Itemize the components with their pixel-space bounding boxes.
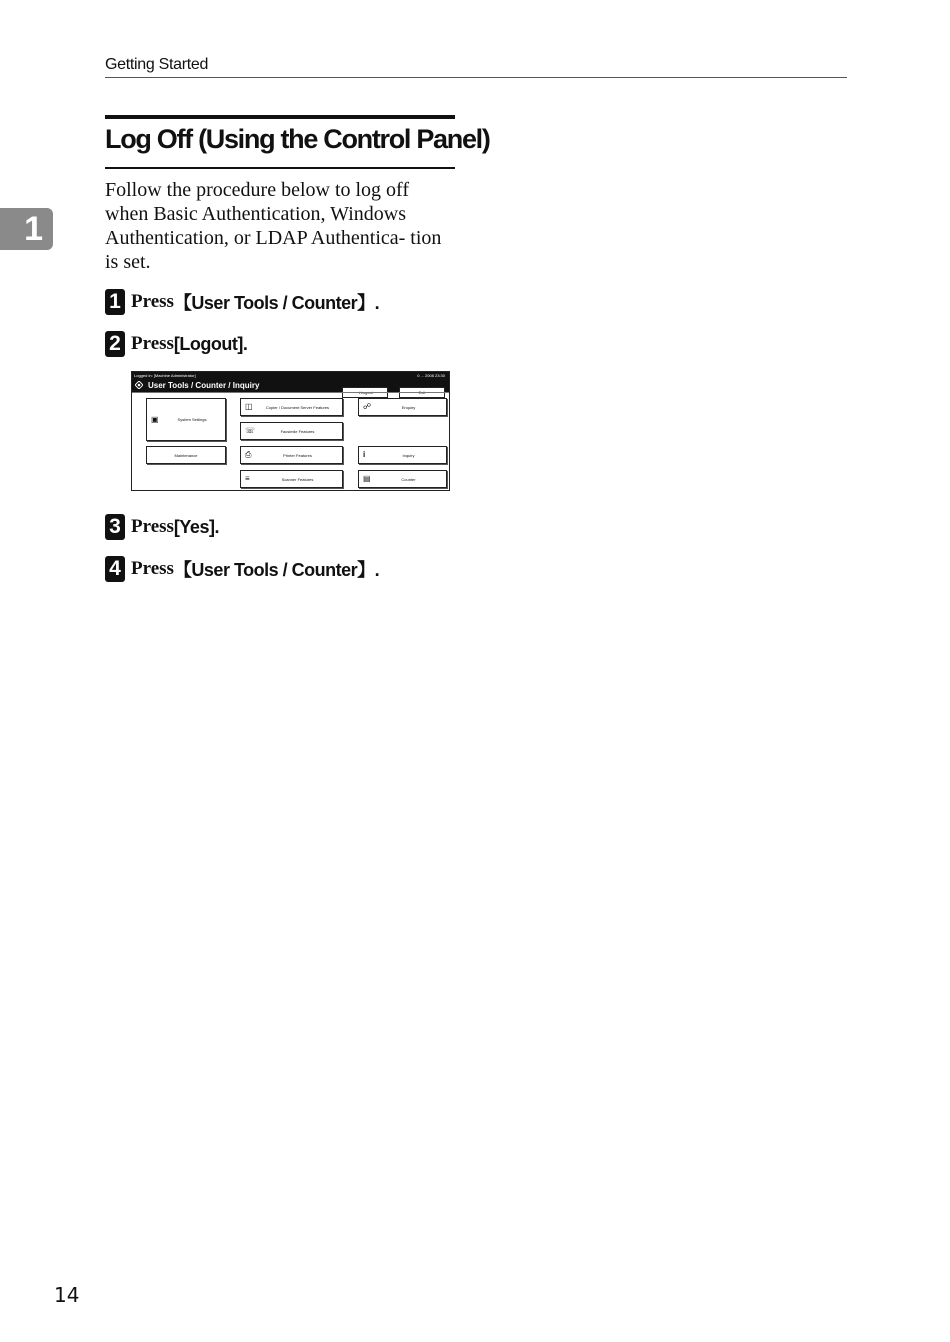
maintenance-button[interactable] [146,446,226,464]
step-verb: Press [131,516,174,537]
printer-features-label: Printer Features [283,452,312,458]
step-key: [Logout]. [173,333,248,354]
step-verb: Press [131,333,174,354]
logout-arrow-icon: ➜ [357,390,361,395]
maintenance-label: Maintenance [174,452,198,458]
inquiry-button[interactable] [358,446,447,464]
step-4 [105,556,379,582]
user-tools-icon [135,381,143,389]
step-marker: 2 [105,331,125,357]
screen-title: User Tools / Counter / Inquiry [148,381,260,390]
step-verb: Press [131,291,174,312]
copier-icon: ◫ [245,402,253,411]
section-title: Log Off (Using the Control Panel) [105,124,490,154]
info-icon: i [363,450,366,459]
fax-icon: ☏ [245,426,256,435]
step-marker: 1 [105,289,125,315]
step-1 [105,289,379,315]
chapter-tab: 1 [0,208,53,250]
title-rule-bottom [105,167,455,169]
copier-features-label: Copier / Document Server Features [265,404,330,410]
counter-icon: ▤ [363,474,371,483]
date-time: 0 ... 2008 23:30 [417,373,445,378]
screen-status-bar [132,372,449,379]
enquiry-button[interactable] [358,398,447,416]
header-rule [105,77,847,78]
running-header: Getting Started [105,56,209,73]
step-marker: 3 [105,514,125,540]
scanner-icon: ≡ [245,474,250,483]
step-2 [105,331,247,357]
step-marker: 4 [105,556,125,582]
system-settings-icon: ▣ [151,414,159,424]
facsimile-features-label: Facsimile Features [280,428,315,434]
login-status: Logged in: [Machine Administrator] [134,373,196,378]
scanner-features-label: Scanner Features [281,476,314,482]
system-settings-label: System Settings [177,417,207,422]
step-verb: Press [131,558,174,579]
page-number: 14 [54,1283,80,1307]
counter-button[interactable] [358,470,447,488]
inquiry-label: Inquiry [402,452,415,458]
title-rule-top [105,115,455,119]
printer-features-button[interactable] [240,446,343,464]
printer-icon: ⎙ [245,450,252,459]
facsimile-features-button[interactable] [240,422,343,440]
step-key: 【User Tools / Counter】. [173,560,380,580]
step-key: [Yes]. [173,516,219,537]
counter-label: Counter [401,476,416,482]
enquiry-icon: ☍ [363,402,372,411]
copier-features-button[interactable] [240,398,343,416]
logout-label: Logout [360,390,373,395]
scanner-features-button[interactable] [240,470,343,488]
enquiry-label: Enquiry [401,404,416,410]
step-key: 【User Tools / Counter】. [173,293,380,313]
step-3 [105,514,219,540]
exit-label: Exit [418,390,426,395]
system-settings-button[interactable] [146,398,226,441]
intro-paragraph: Follow the procedure below to log off when Basic Authentication, Windows Authentication, or LDAP Authentica- tion is set. [105,179,442,273]
control-panel-screen [131,371,450,491]
screen-title-bar [132,379,449,395]
